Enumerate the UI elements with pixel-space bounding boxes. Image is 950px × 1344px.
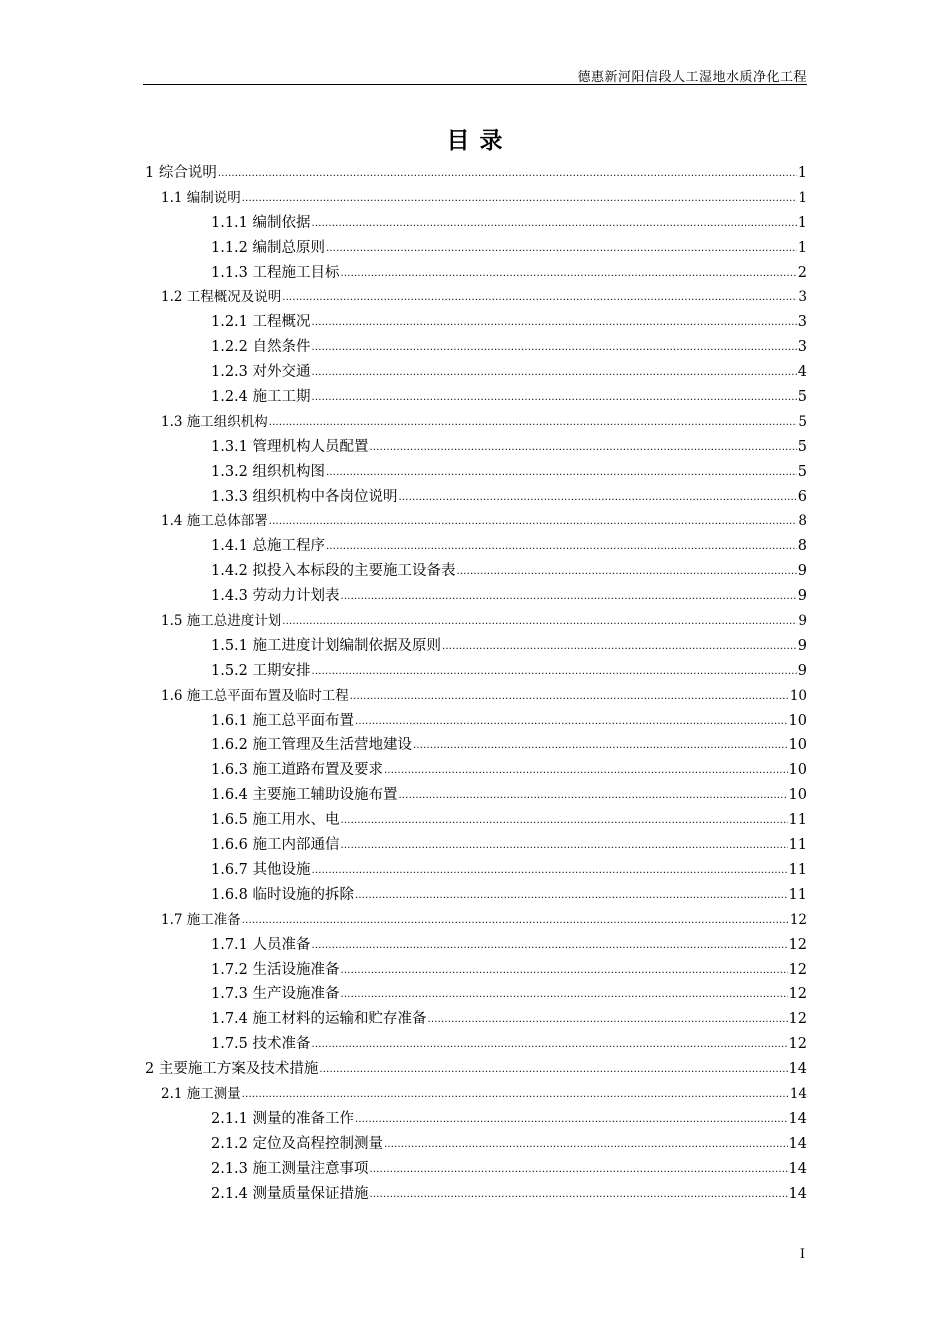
toc-entry[interactable]: [145, 933, 807, 958]
toc-dot-leader: [399, 493, 797, 503]
toc-entry[interactable]: [145, 659, 807, 684]
toc-entry-page: 10: [788, 737, 807, 754]
toc-entry-page: 10: [788, 712, 807, 729]
toc-entry[interactable]: [145, 385, 807, 410]
toc-entry-page: 12: [788, 1036, 807, 1053]
toc-dot-leader: [242, 194, 798, 204]
toc-entry-label: 1.5.1 施工进度计划编制依据及原则: [211, 637, 442, 654]
toc-entry-label: 1.7.2 生活设施准备: [211, 961, 340, 978]
toc-dot-leader: [326, 542, 797, 552]
toc-entry-label: 1.1 编制说明: [161, 189, 241, 206]
toc-entry[interactable]: [145, 485, 807, 510]
toc-entry[interactable]: [145, 310, 807, 335]
toc-entry[interactable]: [145, 808, 807, 833]
toc-entry[interactable]: [145, 783, 807, 808]
toc-entry-label: 1.1.2 编制总原则: [211, 239, 326, 256]
toc-entry-page: 9: [797, 637, 807, 654]
toc-dot-leader: [312, 866, 788, 876]
toc-entry-label: 1.7.5 技术准备: [211, 1036, 311, 1053]
toc-entry-label: 1.3 施工组织机构: [161, 413, 268, 430]
toc-dot-leader: [312, 393, 797, 403]
toc-entry-label: 1.7.4 施工材料的运输和贮存准备: [211, 1011, 427, 1028]
toc-entry[interactable]: [145, 435, 807, 460]
toc-entry-page: 14: [788, 1110, 807, 1127]
toc-entry-label: 1.5.2 工期安排: [211, 662, 311, 679]
toc-entry[interactable]: [145, 982, 807, 1007]
toc-entry-label: 1.2 工程概况及说明: [161, 289, 282, 306]
toc-entry-label: 1.2.4 施工工期: [211, 389, 311, 406]
toc-entry[interactable]: [145, 609, 807, 634]
toc-entry-page: 11: [788, 861, 807, 878]
toc-entry-label: 1.4.1 总施工程序: [211, 538, 326, 555]
toc-entry-label: 2.1 施工测量: [161, 1085, 241, 1102]
toc-entry[interactable]: [145, 236, 807, 261]
toc-entry-label: 1.7 施工准备: [161, 911, 241, 928]
toc-entry-page: 5: [797, 438, 807, 455]
toc-entry[interactable]: [145, 285, 807, 310]
toc-entry[interactable]: [145, 261, 807, 286]
toc-entry[interactable]: [145, 161, 807, 186]
toc-entry-label: 1.4.3 劳动力计划表: [211, 588, 340, 605]
toc-entry-page: 8: [798, 513, 807, 530]
toc-dot-leader: [326, 244, 797, 254]
toc-entry[interactable]: [145, 410, 807, 435]
toc-entry-label: 2 主要施工方案及技术措施: [145, 1061, 319, 1078]
toc-dot-leader: [355, 1115, 788, 1125]
toc-entry-page: 14: [788, 1135, 807, 1152]
toc-title: 目 录: [446, 127, 504, 154]
toc-entry[interactable]: [145, 908, 807, 933]
toc-entry-label: 1.4.2 拟投入本标段的主要施工设备表: [211, 563, 456, 580]
toc-dot-leader: [326, 468, 797, 478]
toc-entry-page: 14: [788, 1185, 807, 1202]
toc-entry-page: 11: [788, 837, 807, 854]
toc-entry-label: 1.6.5 施工用水、电: [211, 812, 340, 829]
toc-dot-leader: [269, 517, 798, 527]
toc-dot-leader: [341, 841, 788, 851]
toc-entry-label: 1.1.3 工程施工目标: [211, 264, 340, 281]
toc-dot-leader: [370, 1190, 788, 1200]
toc-entry-page: 3: [798, 289, 807, 306]
toc-entry-page: 1: [798, 189, 807, 206]
toc-entry-label: 1.2.3 对外交通: [211, 364, 311, 381]
toc-dot-leader: [341, 990, 788, 1000]
toc-dot-leader: [242, 1090, 789, 1100]
toc-entry-label: 1.5 施工总进度计划: [161, 613, 282, 630]
page-number: I: [799, 1247, 805, 1262]
toc-entry[interactable]: [145, 1182, 807, 1207]
header-divider: [143, 84, 807, 85]
toc-entry-page: 5: [797, 389, 807, 406]
toc-dot-leader: [355, 891, 788, 901]
toc-entry-page: 6: [797, 488, 807, 505]
toc-dot-leader: [269, 418, 798, 428]
toc-entry-page: 10: [789, 687, 807, 704]
toc-entry[interactable]: [145, 186, 807, 211]
toc-entry-label: 1.4 施工总体部署: [161, 513, 268, 530]
toc-dot-leader: [312, 219, 797, 229]
toc-entry[interactable]: [145, 1157, 807, 1182]
toc-entry-page: 12: [788, 961, 807, 978]
toc-entry[interactable]: [145, 858, 807, 883]
toc-entry-page: 3: [797, 314, 807, 331]
toc-entry-label: 1.3.2 组织机构图: [211, 463, 326, 480]
toc-entry[interactable]: [145, 335, 807, 360]
toc-entry[interactable]: [145, 360, 807, 385]
toc-entry[interactable]: [145, 1057, 807, 1082]
toc-entry[interactable]: [145, 958, 807, 983]
toc-dot-leader: [442, 642, 797, 652]
toc-entry[interactable]: [145, 634, 807, 659]
toc-dot-leader: [341, 816, 788, 826]
toc-entry-label: 1.3.1 管理机构人员配置: [211, 438, 369, 455]
toc-entry-page: 8: [797, 538, 807, 555]
toc-entry-page: 12: [788, 986, 807, 1003]
toc-entry[interactable]: [145, 833, 807, 858]
toc-entry-page: 10: [788, 762, 807, 779]
toc-dot-leader: [370, 443, 797, 453]
toc-entry[interactable]: [145, 1132, 807, 1157]
toc-entry[interactable]: [145, 758, 807, 783]
toc-entry-label: 2.1.4 测量质量保证措施: [211, 1185, 369, 1202]
toc-entry-page: 5: [798, 413, 807, 430]
toc-entry-page: 1: [797, 214, 807, 231]
toc-entry[interactable]: [145, 584, 807, 609]
toc-entry-label: 1.6.7 其他设施: [211, 861, 311, 878]
toc-entry[interactable]: [145, 559, 807, 584]
toc-entry-label: 1.6.6 施工内部通信: [211, 837, 340, 854]
toc-entry[interactable]: [145, 534, 807, 559]
toc-entry[interactable]: [145, 509, 807, 534]
toc-dot-leader: [312, 667, 797, 677]
toc-entry-label: 1.6 施工总平面布置及临时工程: [161, 687, 349, 704]
toc-entry-label: 2.1.1 测量的准备工作: [211, 1110, 355, 1127]
toc-entry-label: 1.2.2 自然条件: [211, 339, 311, 356]
toc-entry-page: 12: [789, 911, 807, 928]
toc-entry-label: 1.6.4 主要施工辅助设施布置: [211, 787, 398, 804]
toc-entry-label: 1.1.1 编制依据: [211, 214, 311, 231]
toc-entry[interactable]: [145, 211, 807, 236]
toc-entry-page: 14: [788, 1160, 807, 1177]
toc-entry-label: 1.6.1 施工总平面布置: [211, 712, 355, 729]
toc-entry-page: 9: [797, 662, 807, 679]
toc-dot-leader: [312, 941, 788, 951]
toc-entry-label: 1.2.1 工程概况: [211, 314, 311, 331]
toc-entry-page: 11: [788, 812, 807, 829]
toc-dot-leader: [341, 592, 797, 602]
toc-dot-leader: [350, 692, 789, 702]
toc-entry-label: 1.6.2 施工管理及生活营地建设: [211, 737, 413, 754]
toc-dot-leader: [428, 1015, 788, 1025]
table-of-contents: [145, 161, 807, 1206]
toc-dot-leader: [312, 1040, 788, 1050]
toc-entry[interactable]: [145, 883, 807, 908]
toc-entry-page: 12: [788, 936, 807, 953]
toc-entry-label: 2.1.2 定位及高程控制测量: [211, 1135, 384, 1152]
toc-entry[interactable]: [145, 1107, 807, 1132]
toc-dot-leader: [457, 567, 797, 577]
toc-entry[interactable]: [145, 1032, 807, 1057]
toc-entry[interactable]: [145, 1007, 807, 1032]
toc-dot-leader: [355, 717, 788, 727]
toc-dot-leader: [312, 343, 797, 353]
toc-entry-page: 9: [797, 563, 807, 580]
toc-dot-leader: [218, 169, 797, 179]
toc-entry[interactable]: [145, 684, 807, 709]
toc-dot-leader: [242, 916, 789, 926]
toc-dot-leader: [370, 1165, 788, 1175]
header-project-title: 德惠新河阳信段人工湿地水质净化工程: [577, 70, 807, 85]
toc-dot-leader: [399, 791, 788, 801]
toc-dot-leader: [413, 741, 788, 751]
toc-entry-page: 5: [797, 463, 807, 480]
toc-dot-leader: [319, 1065, 787, 1075]
toc-dot-leader: [341, 966, 788, 976]
toc-entry-page: 3: [797, 339, 807, 356]
toc-entry[interactable]: [145, 1082, 807, 1107]
toc-entry-page: 1: [797, 165, 807, 181]
toc-entry-page: 10: [788, 787, 807, 804]
toc-entry[interactable]: [145, 733, 807, 758]
toc-dot-leader: [341, 269, 797, 279]
toc-entry-label: 2.1.3 施工测量注意事项: [211, 1160, 369, 1177]
toc-dot-leader: [282, 617, 797, 627]
toc-entry-page: 14: [789, 1085, 807, 1102]
toc-dot-leader: [282, 293, 797, 303]
toc-entry-page: 4: [797, 364, 807, 381]
toc-dot-leader: [312, 318, 797, 328]
toc-entry-page: 12: [788, 1011, 807, 1028]
toc-entry-label: 1.7.1 人员准备: [211, 936, 311, 953]
toc-dot-leader: [312, 368, 797, 378]
toc-entry-page: 14: [788, 1061, 807, 1078]
toc-entry-label: 1.3.3 组织机构中各岗位说明: [211, 488, 398, 505]
toc-entry-page: 11: [788, 886, 807, 903]
toc-entry-page: 2: [797, 264, 807, 281]
toc-dot-leader: [384, 766, 788, 776]
toc-entry-page: 9: [798, 613, 807, 630]
toc-entry-page: 9: [797, 588, 807, 605]
toc-entry[interactable]: [145, 460, 807, 485]
toc-entry-label: 1 综合说明: [145, 165, 217, 181]
toc-entry-label: 1.6.8 临时设施的拆除: [211, 886, 355, 903]
toc-entry-label: 1.6.3 施工道路布置及要求: [211, 762, 384, 779]
toc-entry-page: 1: [797, 239, 807, 256]
toc-dot-leader: [384, 1140, 788, 1150]
toc-entry[interactable]: [145, 709, 807, 734]
toc-entry-label: 1.7.3 生产设施准备: [211, 986, 340, 1003]
